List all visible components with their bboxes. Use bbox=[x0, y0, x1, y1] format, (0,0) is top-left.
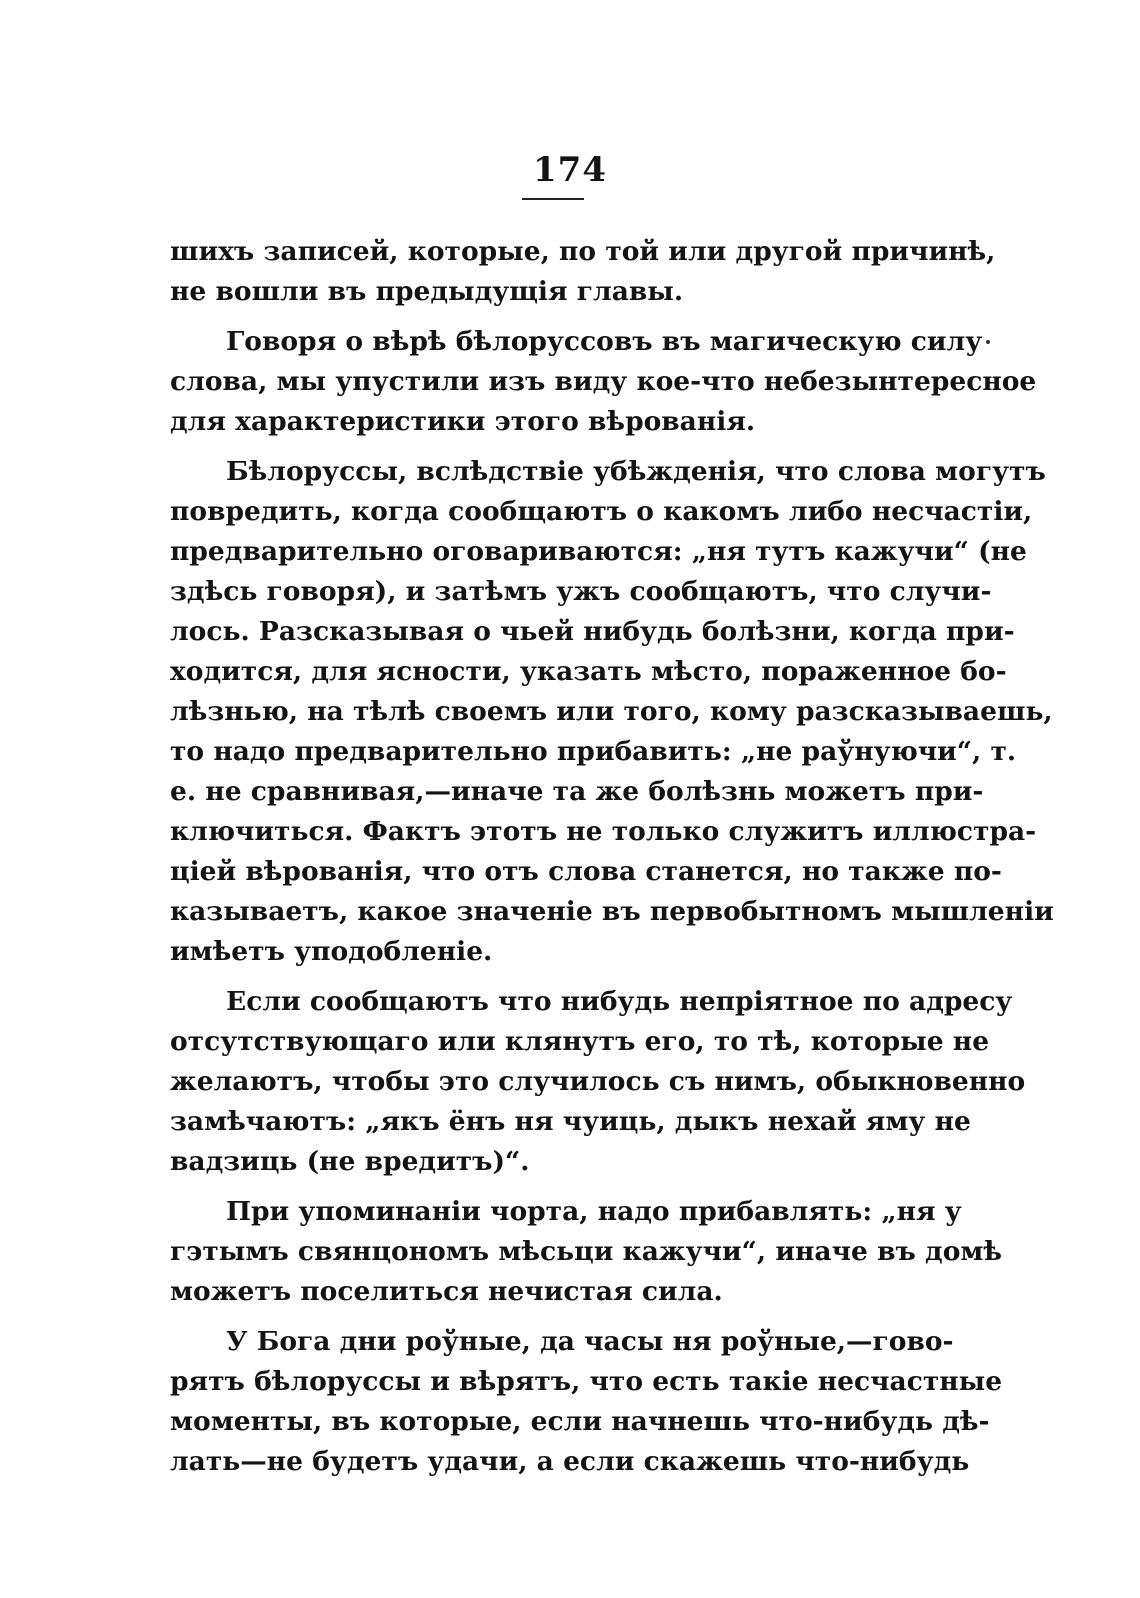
text-line: замѣчаютъ: „якъ ёнъ ня чуиць, дыкъ нехай яму не bbox=[170, 1106, 971, 1137]
text-line: ходится, для ясности, указать мѣсто, пораженное бо- bbox=[170, 656, 1007, 687]
paragraph-absent-person bbox=[170, 982, 1026, 1182]
page-number-underline bbox=[522, 198, 584, 200]
text-line: можетъ поселиться нечистая сила. bbox=[170, 1276, 723, 1307]
text-line: отсутствующаго или клянутъ его, то тѣ, которые не bbox=[170, 1026, 990, 1057]
text-line: У Бога дни роўные, да часы ня роўные,—гово- bbox=[226, 1326, 954, 1357]
text-line: предварительно оговариваются: „ня тутъ кажучи“ (не bbox=[170, 536, 1027, 567]
paragraph-continuation bbox=[170, 232, 996, 312]
text-line: то надо предварительно прибавить: „не раўнуючи“, т. bbox=[170, 736, 1017, 767]
text-line: лать—не будетъ удачи, а если скажешь что-нибудь bbox=[170, 1446, 970, 1477]
text-line: рятъ бѣлоруссы и вѣрятъ, что есть такіе несчастные bbox=[170, 1366, 1003, 1397]
text-line: Если сообщаютъ что нибудь непріятное по адресу bbox=[226, 986, 1013, 1017]
text-line: казываетъ, какое значеніе въ первобытномъ мышленіи bbox=[170, 896, 1054, 927]
text-line: Говоря о вѣрѣ бѣлоруссовъ въ магическую силу bbox=[226, 326, 983, 357]
text-line: не вошли въ предыдущія главы. bbox=[170, 276, 684, 307]
text-line: желаютъ, чтобы это случилось съ нимъ, обыкновенно bbox=[170, 1066, 1026, 1097]
text-line: лѣзнью, на тѣлѣ своемъ или того, кому разсказываешь, bbox=[170, 696, 1053, 727]
text-line: здѣсь говоря), и затѣмъ ужъ сообщаютъ, что случи- bbox=[170, 576, 992, 607]
text-line: Бѣлоруссы, вслѣдствіе убѣжденія, что слова могутъ bbox=[226, 456, 1046, 487]
text-line: е. не сравнивая,—иначе та же болѣзнь можетъ при- bbox=[170, 776, 984, 807]
print-speck bbox=[986, 340, 990, 344]
paragraph-devil bbox=[170, 1192, 1003, 1312]
text-line: повредить, когда сообщаютъ о какомъ либо несчастіи, bbox=[170, 496, 1033, 527]
text-line: для характеристики этого вѣрованія. bbox=[170, 406, 756, 437]
text-line: слова, мы упустили изъ виду кое-что небезынтересное bbox=[170, 366, 1037, 397]
text-line: При упоминаніи чорта, надо прибавлять: „ня у bbox=[226, 1196, 962, 1227]
body-text bbox=[170, 232, 1054, 1492]
text-line: ключиться. Фактъ этотъ не только служитъ иллюстра- bbox=[170, 816, 1037, 847]
text-line: гэтымъ свянцономъ мѣсьци кажучи“, иначе въ домѣ bbox=[170, 1236, 1003, 1267]
text-line: шихъ записей, которые, по той или другой причинѣ, bbox=[170, 236, 996, 267]
paragraph-belief-words bbox=[170, 452, 1054, 972]
text-line: моменты, въ которые, если начнешь что-нибудь дѣ- bbox=[170, 1406, 990, 1437]
text-line: лось. Разсказывая о чьей нибудь болѣзни, когда при- bbox=[170, 616, 1015, 647]
text-line: имѣетъ уподобленіе. bbox=[170, 936, 493, 967]
text-line: ціей вѣрованія, что отъ слова станется, но также по- bbox=[170, 856, 1002, 887]
paragraph-unlucky-hours bbox=[170, 1322, 1003, 1482]
paragraph-magic-word bbox=[170, 322, 1037, 442]
page-number: 174 bbox=[533, 150, 607, 190]
text-line: вадзиць (не вредитъ)“. bbox=[170, 1146, 530, 1177]
